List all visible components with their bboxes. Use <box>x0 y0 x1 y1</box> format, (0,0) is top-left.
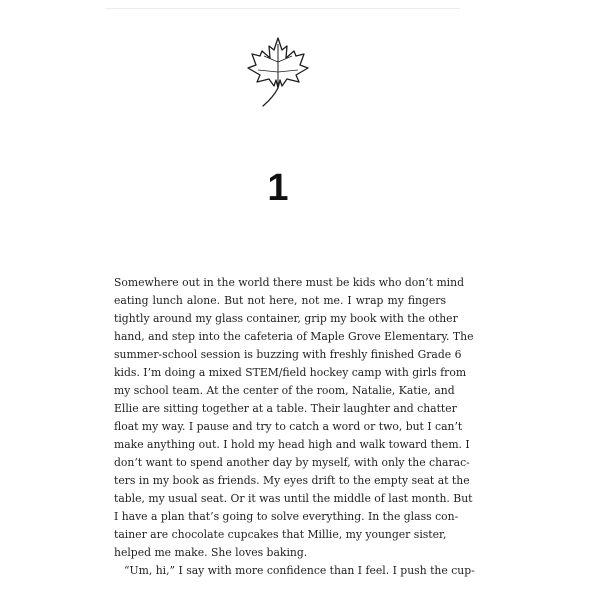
text-line: summer-school session is buzzing with freshly finished Grade 6 <box>114 348 462 361</box>
text-line: Ellie are sitting together at a table. Their laughter and chatter <box>114 402 457 415</box>
text-line: hand, and step into the cafeteria of Maple Grove Elementary. The <box>114 330 474 343</box>
text-line: tainer are chocolate cupcakes that Millie, my younger sister, <box>114 528 447 541</box>
text-line: don’t want to spend another day by myself, with only the charac- <box>114 456 470 469</box>
text-line: make anything out. I hold my head high and walk toward them. I <box>114 438 470 451</box>
chapter-body <box>114 274 475 580</box>
text-line: Somewhere out in the world there must be kids who don’t mind <box>114 276 465 289</box>
text-line: ters in my book as friends. My eyes drift to the empty seat at the <box>114 474 470 487</box>
text-line: table, my usual seat. Or it was until the middle of last month. But <box>114 492 473 505</box>
text-line: “Um, hi,” I say with more confidence than I feel. I push the cup- <box>124 564 475 577</box>
top-divider <box>105 8 460 9</box>
text-line: helped me make. She loves baking. <box>114 546 308 559</box>
chapter-number: 1 <box>267 167 289 209</box>
text-line: eating lunch alone. But not here, not me. I wrap my fingers <box>114 294 446 307</box>
maple-leaf-icon <box>244 34 312 108</box>
text-line: tightly around my glass container, grip my book with the other <box>114 312 458 325</box>
text-line: my school team. At the center of the room, Natalie, Katie, and <box>114 384 455 397</box>
text-line: I have a plan that’s going to solve everything. In the glass con- <box>114 510 459 523</box>
text-line: float my way. I pause and try to catch a word or two, but I can’t <box>114 420 463 433</box>
text-line: kids. I’m doing a mixed STEM/field hockey camp with girls from <box>114 366 467 379</box>
